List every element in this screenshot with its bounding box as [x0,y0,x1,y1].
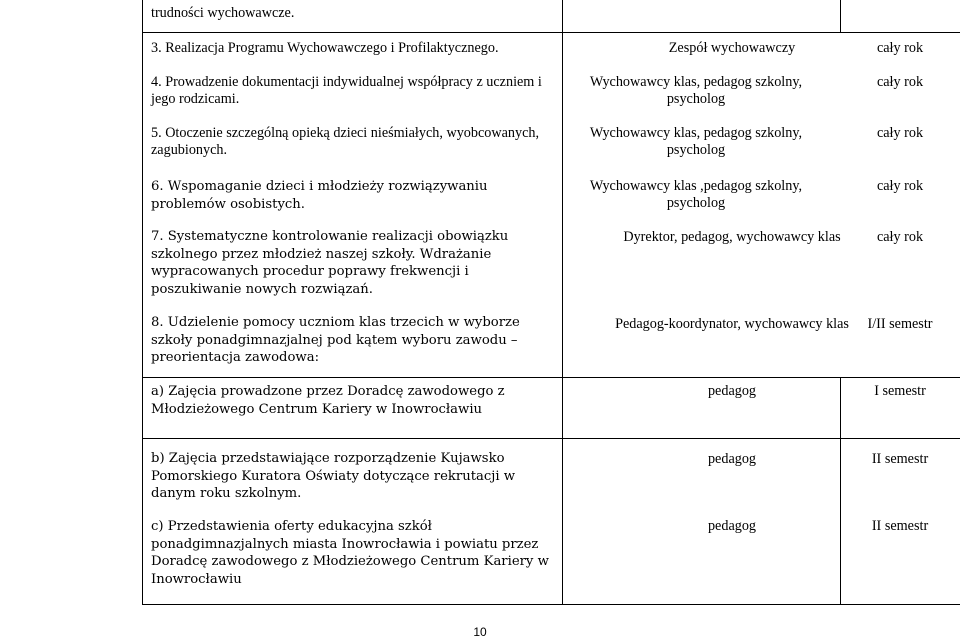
table-cell-task: 7. Systematyczne kontrolowanie realizacji obowiązku szkolnego przez młodzież naszej szkoły. Wdrażanie wypracowanych procedur poprawy frekwencji i poszukiwanie nowych rozwiązań. [151,229,509,297]
table-cell-task: a) Zajęcia prowadzone przez Doradcę zawodowego z Młodzieżowego Centrum Kariery w Inowrocławiu [151,384,505,417]
table-cell-responsible: Wychowawcy klas ,pedagog szkolny, psycholog [589,178,803,211]
table-cell-responsible: Wychowawcy klas, pedagog szkolny, psycholog [589,125,803,158]
table-cell-responsible: Dyrektor, pedagog, wychowawcy klas [623,229,841,245]
table-cell-task: 8. Udzielenie pomocy uczniom klas trzecich w wyborze szkoły ponadgimnazjalnej pod kątem wyboru zawodu – preorientacja zawodowa: [151,315,520,365]
table-cell-when: II semestr [871,451,929,467]
table-cell-responsible: pedagog [707,383,757,399]
table-cell-task: b) Zajęcia przedstawiające rozporządzenie Kujawsko Pomorskiego Kuratora Oświaty dotyczące rekrutacji w danym roku szkolnym. [151,451,516,501]
table-cell-responsible: Zespół wychowawczy [668,40,796,56]
column-divider [840,0,841,33]
column-divider [562,0,563,605]
table-cell-when: cały rok [876,74,924,90]
table-cell-responsible: pedagog [707,518,757,534]
table-cell-when: cały rok [876,40,924,56]
table-cell-when: cały rok [876,229,924,245]
table-cell-task: 4. Prowadzenie dokumentacji indywidualnej współpracy z uczniem i jego rodzicami. [151,74,542,107]
table-cell-when: II semestr [871,518,929,534]
table-border-left [142,0,143,605]
table-cell-responsible: Wychowawcy klas, pedagog szkolny, psycholog [589,74,803,107]
table-cell-task: 5. Otoczenie szczególną opieką dzieci nieśmiałych, wyobcowanych, zagubionych. [151,125,540,158]
column-divider [840,377,841,605]
table-cell-responsible: Pedagog-koordynator, wychowawcy klas [615,316,849,332]
table-cell-when: cały rok [876,178,924,194]
table-cell-task: trudności wychowawcze. [151,5,295,21]
table-cell-responsible: pedagog [707,451,757,467]
table-cell-when: I semestr [874,383,926,399]
row-divider [142,377,960,378]
page-number: 10 [473,625,487,639]
table-cell-task: 3. Realizacja Programu Wychowawczego i Profilaktycznego. [151,40,499,56]
row-divider [142,604,960,605]
table-cell-task: c) Przedstawienia oferty edukacyjna szkół ponadgimnazjalnych miasta Inowrocławia i powiatu przez Doradcę zawodowego z Młodzieżowego Centrum Kariery w Inowrocławiu [151,519,549,587]
row-divider [142,438,960,439]
table-cell-when: cały rok [876,125,924,141]
table-cell-when: I/II semestr [867,316,933,332]
row-divider [142,32,960,33]
table-cell-task: 6. Wspomaganie dzieci i młodzieży rozwiązywaniu problemów osobistych. [151,179,488,212]
